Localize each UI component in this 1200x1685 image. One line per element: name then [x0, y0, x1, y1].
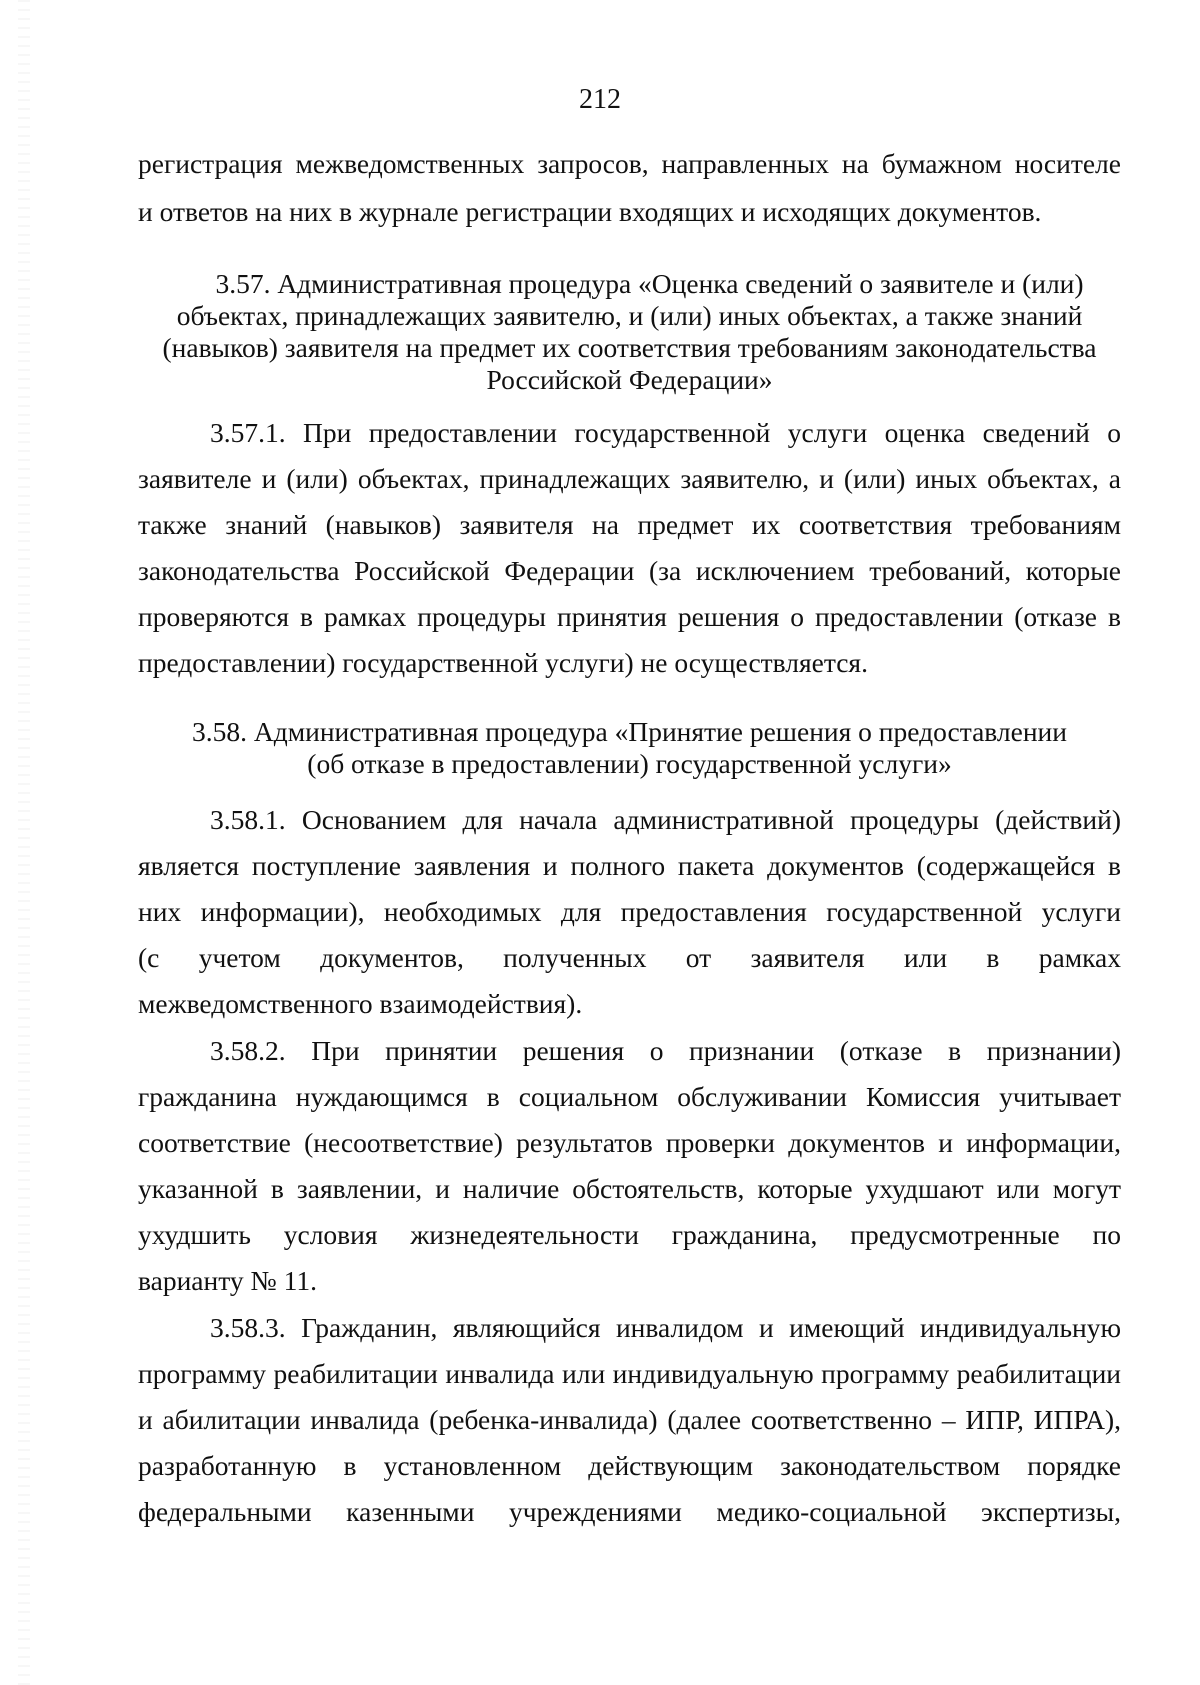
para-3571-line-1: 3.57.1. При предоставлении государственной услуги оценка сведений о [210, 417, 1121, 448]
para-3582-line-6: варианту № 11. [138, 1265, 317, 1296]
para-3582-line-2: гражданина нуждающимся в социальном обслуживании Комиссия учитывает [138, 1081, 1121, 1112]
heading-357-line-3: (навыков) заявителя на предмет их соответствия требованиям законодательства [162, 332, 1097, 363]
intro-line-1: регистрация межведомственных запросов, направленных на бумажном носителе [138, 148, 1121, 179]
para-3581-line-2: является поступление заявления и полного пакета документов (содержащейся в [138, 850, 1121, 881]
para-3581-line-4: (с учетом документов, полученных от заявителя или в рамках [138, 942, 1121, 973]
intro-line-2: и ответов на них в журнале регистрации входящих и исходящих документов. [138, 196, 1042, 227]
para-3583-line-3: и абилитации инвалида (ребенка-инвалида) (далее соответственно – ИПР, ИПРА), [138, 1404, 1121, 1435]
scan-edge-artifact [18, 0, 30, 1685]
heading-357-line-4: Российской Федерации» [486, 364, 773, 395]
para-3583-line-5: федеральными казенными учреждениями медико-социальной экспертизы, [138, 1496, 1121, 1527]
para-3583-line-2: программу реабилитации инвалида или индивидуальную программу реабилитации [138, 1358, 1121, 1389]
heading-357-line-2: объектах, принадлежащих заявителю, и (или) иных объектах, а также знаний [176, 300, 1083, 331]
para-3581-line-3: них информации), необходимых для предоставления государственной услуги [138, 896, 1121, 927]
para-3571-line-6: предоставлении) государственной услуги) не осуществляется. [138, 647, 868, 678]
para-3582-line-4: указанной в заявлении, и наличие обстоятельств, которые ухудшают или могут [138, 1173, 1121, 1204]
heading-358-line-2: (об отказе в предоставлении) государственной услуги» [307, 748, 952, 779]
para-3571-line-2: заявителе и (или) объектах, принадлежащих заявителю, и (или) иных объектах, а [138, 463, 1121, 494]
para-3582-line-5: ухудшить условия жизнедеятельности гражданина, предусмотренные по [138, 1219, 1121, 1250]
para-3583-line-4: разработанную в установленном действующим законодательством порядке [138, 1450, 1121, 1481]
para-3581-line-1: 3.58.1. Основанием для начала административной процедуры (действий) [210, 804, 1121, 835]
para-3581-line-5: межведомственного взаимодействия). [138, 988, 583, 1019]
para-3571-line-3: также знаний (навыков) заявителя на предмет их соответствия требованиям [138, 509, 1121, 540]
heading-357-line-1: 3.57. Административная процедура «Оценка сведений о заявителе и (или) [215, 268, 1084, 299]
page-number: 212 [579, 84, 621, 115]
para-3583-line-1: 3.58.3. Гражданин, являющийся инвалидом и имеющий индивидуальную [210, 1312, 1121, 1343]
para-3582-line-1: 3.58.2. При принятии решения о признании (отказе в признании) [210, 1035, 1121, 1066]
para-3571-line-5: проверяются в рамках процедуры принятия решения о предоставлении (отказе в [138, 601, 1121, 632]
heading-358-line-1: 3.58. Административная процедура «Принятие решения о предоставлении [192, 716, 1067, 747]
para-3571-line-4: законодательства Российской Федерации (за исключением требований, которые [138, 555, 1121, 586]
para-3582-line-3: соответствие (несоответствие) результатов проверки документов и информации, [138, 1127, 1121, 1158]
